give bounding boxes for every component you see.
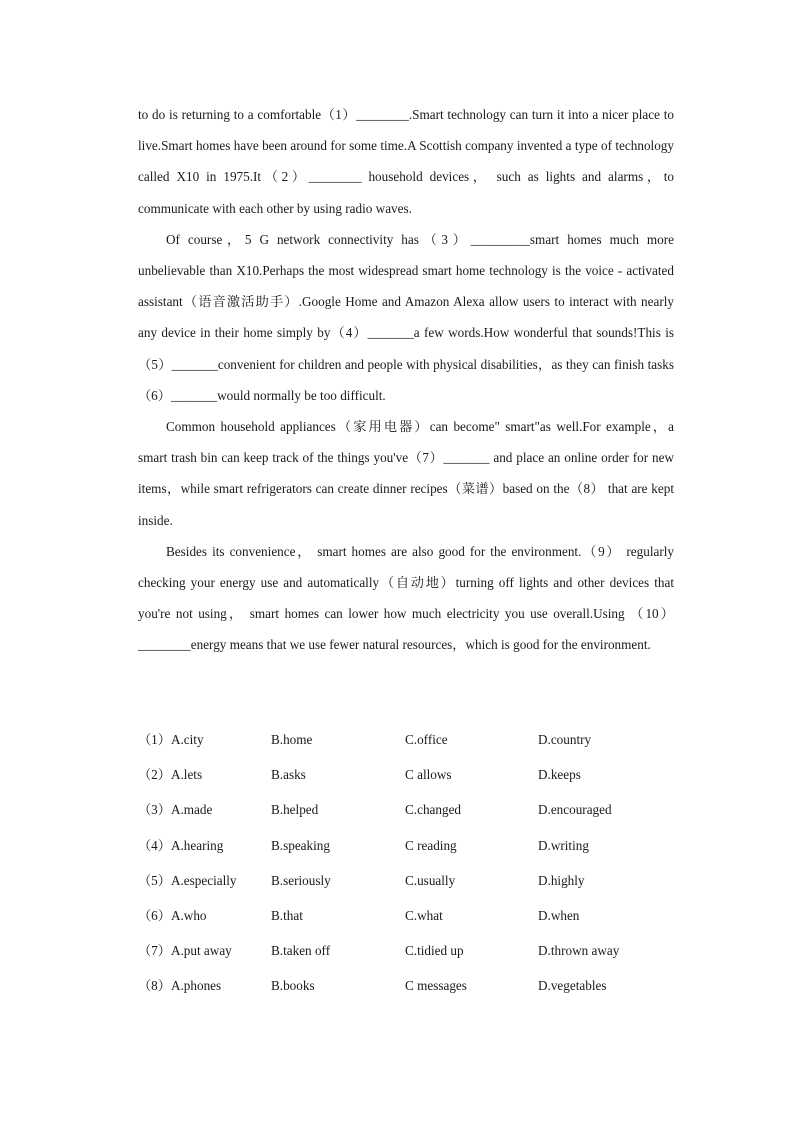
passage-paragraph-2: Of course，5 G network connectivity has（3）_________smart homes much more unbelievable than X10.Perhaps the most widespread smart home technology is the voice - activated assistant（语音激活助手）.Google Home and Amazon Alexa allow users to interact with nearly any device in their home simply by（4）_______a few words.How wonderful that sounds!This is（5）_______convenient for children and people with physical disabilities，as they can finish tasks （6）_______would normally be too difficult. (138, 231, 674, 403)
option-row-3 (138, 792, 674, 827)
option-c: C.usually (405, 872, 456, 888)
option-d: D.highly (538, 872, 585, 888)
option-a: （8）A.phones (138, 978, 222, 994)
option-b: B.speaking (271, 837, 330, 853)
option-c: C.office (405, 732, 448, 747)
option-d: D.vegetables (538, 978, 607, 994)
option-a: （5）A.especially (138, 872, 237, 888)
option-d: D.keeps (538, 767, 581, 783)
passage-paragraph-4: Besides its convenience， smart homes are also good for the environment.（9） regularly checking your energy use and automatically（自动地）turning off lights and other devices that you're not using， smart homes can lower how much electricity you use overall.Using （10）________energy means that we use fewer natural resources，which is good for the environment. (138, 543, 674, 653)
option-b: B.taken off (271, 943, 331, 959)
option-a: （6）A.who (138, 907, 207, 923)
option-row-4 (138, 828, 674, 863)
option-row-8 (138, 968, 674, 1003)
passage-paragraph-1: to do is returning to a comfortable（1）________.Smart technology can turn it into a nicer place to live.Smart homes have been around for some time.A Scottish company invented a type of technology called X10 in 1975.It（2）________ household devices， such as lights and alarms，to communicate with each other by using radio waves. (138, 107, 674, 216)
option-row-7 (138, 933, 674, 968)
option-c: C reading (405, 837, 457, 853)
option-b: B.asks (271, 767, 306, 783)
option-b: B.that (271, 907, 303, 923)
option-d: D.encouraged (538, 802, 612, 818)
option-a: （4）A.hearing (138, 837, 224, 853)
option-c: C messages (405, 978, 467, 994)
option-c: C.changed (405, 802, 462, 818)
option-d: D.writing (538, 837, 589, 853)
option-d: D.when (538, 907, 580, 923)
option-row-5 (138, 863, 674, 898)
reading-passage (138, 99, 674, 661)
option-row-2 (138, 757, 674, 792)
option-row-6 (138, 898, 674, 933)
option-a: （7）A.put away (138, 943, 232, 959)
option-a: （2）A.lets (138, 767, 203, 783)
option-c: C.tidied up (405, 943, 464, 959)
option-c: C.what (405, 907, 443, 923)
option-a: （3）A.made (138, 802, 213, 818)
option-a: （1）A.city (138, 732, 204, 747)
option-c: C allows (405, 767, 452, 783)
option-b: B.helped (271, 802, 319, 818)
passage-paragraph-3: Common household appliances（家用电器）can become" smart"as well.For example，a smart trash bin can keep track of the things you've（7）_______ and place an online order for new items，while smart refrigerators can create dinner recipes（菜谱）based on the（8） that are kept inside. (138, 419, 674, 528)
option-row-1 (138, 722, 674, 757)
option-b: B.home (271, 732, 313, 747)
option-d: D.thrown away (538, 943, 620, 959)
option-b: B.books (271, 978, 315, 994)
answer-options (138, 722, 674, 1004)
option-b: B.seriously (271, 872, 331, 888)
option-d: D.country (538, 732, 592, 747)
